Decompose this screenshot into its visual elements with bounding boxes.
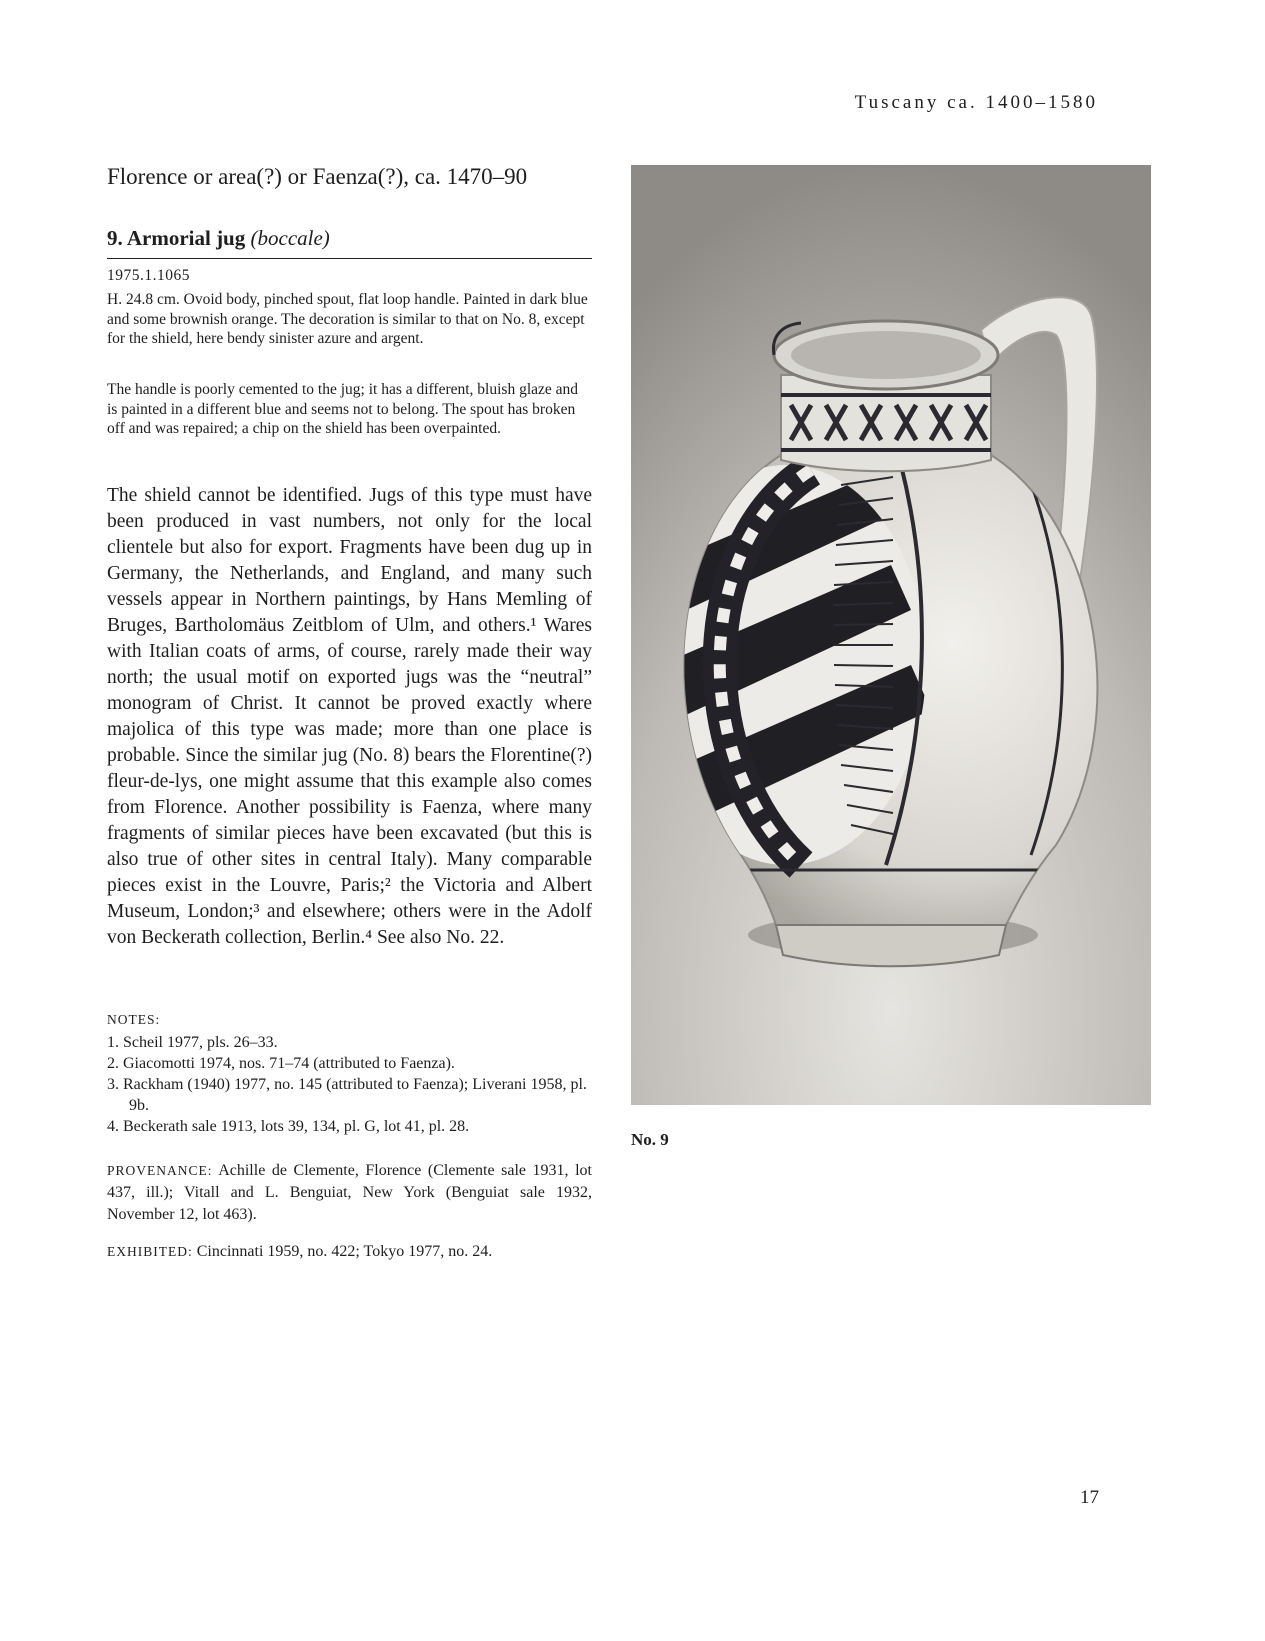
figure-caption: No. 9 [631, 1130, 669, 1149]
entry-title-text: Armorial jug [126, 226, 246, 250]
provenance [107, 1160, 592, 1226]
title-rule [107, 258, 592, 259]
page-number: 17 [1080, 1487, 1099, 1508]
notes-list [107, 1032, 592, 1137]
accession-number: 1975.1.1065 [107, 267, 190, 284]
running-head: Tuscany ca. 1400–1580 [854, 92, 1098, 113]
entry-number: 9. [107, 226, 123, 250]
discussion-text: The shield cannot be identified. Jugs of this type must have been produced in vast numbers, not only for the local clientele but also for export. Fragments have been dug up in Germany, the Netherlands, and England, and many such vessels appear in Northern paintings, by Hans Memling of Bruges, Bartholomäus Zeitblom of Ulm, and others.¹ Wares with Italian coats of arms, of course, rarely made their way north; the usual motif on exported jugs was the “neutral” monogram of Christ. It cannot be proved exactly where majolica of this type was made; more than one place is probable. Since the similar jug (No. 8) bears the Florentine(?) fleur-de-lys, one might assume that this example also comes from Florence. Another possibility is Faenza, where many fragments of similar pieces have been excavated (but this is also true of other sites in central Italy). Many comparable pieces exist in the Louvre, Paris;² the Victoria and Albert Museum, London;³ and elsewhere; others were in the Adolf von Beckerath collection, Berlin.⁴ See also No. 22. [107, 485, 592, 948]
exhibited [107, 1241, 592, 1263]
origin-line: Florence or area(?) or Faenza(?), ca. 1470–90 [107, 164, 528, 189]
provenance-text: Achille de Clemente, Florence (Clemente sale 1931, lot 437, ill.); Vitall and L. Benguiat, New York (Benguiat sale 1932, November 12, lot 463). [107, 1162, 593, 1223]
note-item: 1. Scheil 1977, pls. 26–33. [107, 1034, 278, 1051]
note-item: 4. Beckerath sale 1913, lots 39, 134, pl. G, lot 41, pl. 28. [107, 1118, 470, 1135]
entry-alt-title: (boccale) [250, 226, 330, 250]
entry-title [107, 224, 592, 252]
exhibited-label: EXHIBITED: [107, 1244, 193, 1259]
condition-note: The handle is poorly cemented to the jug; it has a different, bluish glaze and is painted in a different blue and seems not to belong. The spout has broken off and was repaired; a chip on the shield has been overpainted. [107, 381, 579, 437]
notes-label: NOTES: [107, 1012, 161, 1027]
note-item: 3. Rackham (1940) 1977, no. 145 (attributed to Faenza); Liverani 1958, pl. 9b. [107, 1076, 587, 1114]
exhibited-text: Cincinnati 1959, no. 422; Tokyo 1977, no. 24. [196, 1243, 493, 1260]
note-item: 2. Giacomotti 1974, nos. 71–74 (attributed to Faenza). [107, 1055, 455, 1072]
provenance-label: PROVENANCE: [107, 1163, 213, 1178]
jug-photograph [631, 165, 1151, 1105]
object-description: H. 24.8 cm. Ovoid body, pinched spout, flat loop handle. Painted in dark blue and some brownish orange. The decoration is similar to that on No. 8, except for the shield, here bendy sinister azure and argent. [107, 291, 588, 347]
